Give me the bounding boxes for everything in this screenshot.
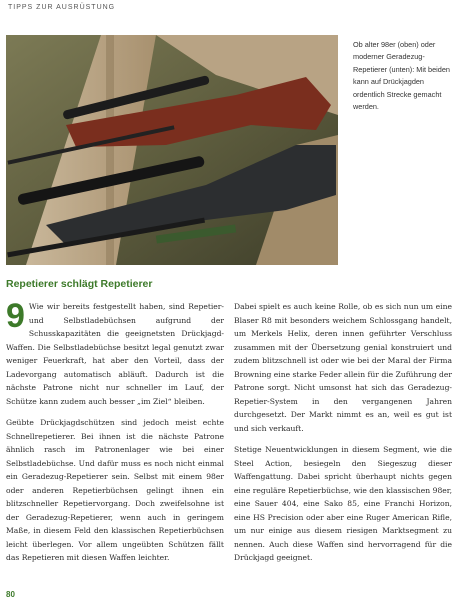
section-title: Repetierer schlägt Repetierer (6, 278, 153, 290)
paragraph-text: Wie wir bereits festgestellt haben, sind Repetier- und Selbstladebüchsen aufgrund der Schusskapazitäten die geeignetsten Drückjagd-Waffen. Die Selbstladebüchse besitzt legal genutzt zwar weniger Feuerkraft, hat aber den Vorteil, dass der Ladevorgang automatisch abläuft. Dadurch ist die nächste Patrone nicht nur schneller im Lauf, der Schütze kann zudem auch besser „im Ziel“ bleiben. (6, 302, 224, 406)
paragraph (6, 297, 224, 408)
running-header: TIPPS ZUR AUSRÜSTUNG (8, 4, 116, 11)
text-column-left (6, 297, 224, 573)
text-column-right (234, 300, 452, 573)
rifles-photo (6, 35, 338, 265)
photo-caption: Ob alter 98er (oben) oder moderner Geradezug-Repetierer (unten): Mit beiden kann auf Drückjagden ordentlich Strecke gemacht werden. (353, 40, 450, 112)
rifles-illustration (6, 35, 338, 265)
drop-cap: 9 (6, 297, 25, 335)
paragraph: Stetige Neuentwicklungen in diesem Segment, wie die Steel Action, besiegeln den Siegeszug dieser Waffengattung. Dabei spricht überhaupt nichts gegen eine reguläre Repetierbüchse, wie den klassischen 98er, eine Sauer 404, eine Sako 85, eine Franchi Horizon, eine HS Precision oder aber eine Ruger American Rifle, um nur einige aus diesem riesigen Marktsegment zu nennen. Auch diese Waffen sind hervorragend für die Drückjagd geeignet. (234, 445, 452, 562)
paragraph: Dabei spielt es auch keine Rolle, ob es sich nun um eine Blaser R8 mit besonders weichem Schlossgang handelt, um Merkels Helix, deren innen geführter Verschluss zusammen mit der Übersetzung genial konstruiert und zudem blitzschnell ist oder wie bei der Maral der Firma Browning eine starke Feder allein für die Zuführung der Patrone sorgt. Nicht umsonst hat sich das Geradezug-Repetier-System in den vergangenen Jahren durchgesetzt. Der Markt nimmt es an, weil es gut ist und sich verkauft. (234, 302, 452, 433)
page-number: 80 (6, 590, 15, 599)
paragraph: Geübte Drückjagdschützen sind jedoch meist echte Schnellrepetierer. Bei ihnen ist die nächste Patrone ähnlich rasch im Patronenlager wie bei einer Selbstladebüchse. Und dafür muss es noch nicht einmal ein Geradezug-Repetierer sein. Selbst mit einem 98er oder anderen Repetierbüchsen gelingt ihnen ein blitzschneller Repetiervorgang. Doch zweifelsohne ist der Geradezug-Repetierer, wenn auch in geringem Maße, in diesem Feld den klassischen Repetierbüchsen leicht überlegen. Vor allem ungeübten Schützen fällt das Repetieren mit diesen Waffen leichter. (6, 418, 224, 562)
